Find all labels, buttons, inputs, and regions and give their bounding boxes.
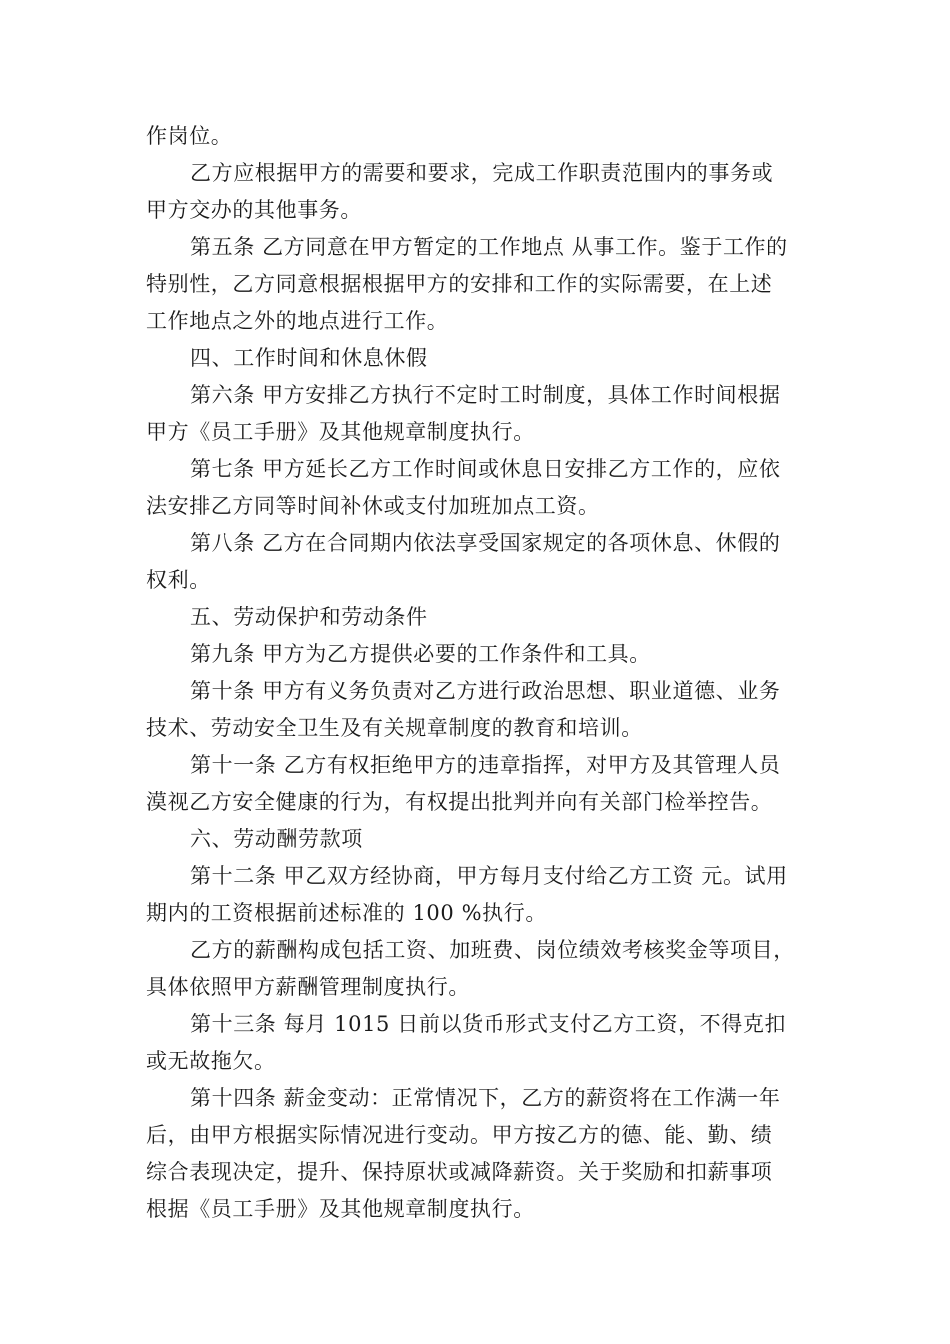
- document-page: [146, 118, 811, 1228]
- text-line: 具体依照甲方薪酬管理制度执行。: [146, 975, 470, 999]
- article-10-line: 第十条 甲方有义务负责对乙方进行政治思想、职业道德、业务: [190, 679, 781, 703]
- section-heading-5: 五、劳动保护和劳动条件: [190, 605, 428, 629]
- article-9-line: 第九条 甲方为乙方提供必要的工作条件和工具。: [190, 642, 651, 666]
- article-8-line: 第八条 乙方在合同期内依法享受国家规定的各项休息、休假的: [190, 531, 781, 555]
- text-line: 后，由甲方根据实际情况进行变动。甲方按乙方的德、能、勤、绩: [146, 1123, 773, 1147]
- text-line: 漠视乙方安全健康的行为，有权提出批判并向有关部门检举控告。: [146, 790, 773, 814]
- article-5-line: 第五条 乙方同意在甲方暂定的工作地点 从事工作。鉴于工作的: [190, 235, 788, 259]
- text-line: 乙方应根据甲方的需要和要求，完成工作职责范围内的事务或: [190, 161, 774, 185]
- text-line: 权利。: [146, 568, 211, 592]
- text-line: 根据《员工手册》及其他规章制度执行。: [146, 1197, 535, 1221]
- text-line: 甲方交办的其他事务。: [146, 198, 362, 222]
- article-11-line: 第十一条 乙方有权拒绝甲方的违章指挥，对甲方及其管理人员: [190, 753, 781, 777]
- article-6-line: 第六条 甲方安排乙方执行不定时工时制度，具体工作时间根据: [190, 383, 781, 407]
- text-line: 作岗位。: [146, 124, 233, 148]
- article-7-line: 第七条 甲方延长乙方工作时间或休息日安排乙方工作的，应依: [190, 457, 781, 481]
- text-line: 特别性，乙方同意根据根据甲方的安排和工作的实际需要，在上述: [146, 272, 773, 296]
- text-line: 技术、劳动安全卫生及有关规章制度的教育和培训。: [146, 716, 643, 740]
- text-line: 综合表现决定，提升、保持原状或减降薪资。关于奖励和扣薪事项: [146, 1160, 773, 1184]
- text-line: 期内的工资根据前述标准的 100 %执行。: [146, 901, 547, 925]
- text-line: 甲方《员工手册》及其他规章制度执行。: [146, 420, 535, 444]
- text-line: 或无故拖欠。: [146, 1049, 276, 1073]
- text-line: 工作地点之外的地点进行工作。: [146, 309, 449, 333]
- article-13-line: 第十三条 每月 1015 日前以货币形式支付乙方工资，不得克扣: [190, 1012, 787, 1036]
- article-12-line: 第十二条 甲乙双方经协商，甲方每月支付给乙方工资 元。试用: [190, 864, 788, 888]
- text-line: 乙方的薪酬构成包括工资、加班费、岗位绩效考核奖金等项目，: [190, 938, 795, 962]
- text-line: 法安排乙方同等时间补休或支付加班加点工资。: [146, 494, 600, 518]
- article-14-line: 第十四条 薪金变动：正常情况下，乙方的薪资将在工作满一年: [190, 1086, 781, 1110]
- section-heading-6: 六、劳动酬劳款项: [190, 827, 363, 851]
- section-heading-4: 四、工作时间和休息休假: [190, 346, 428, 370]
